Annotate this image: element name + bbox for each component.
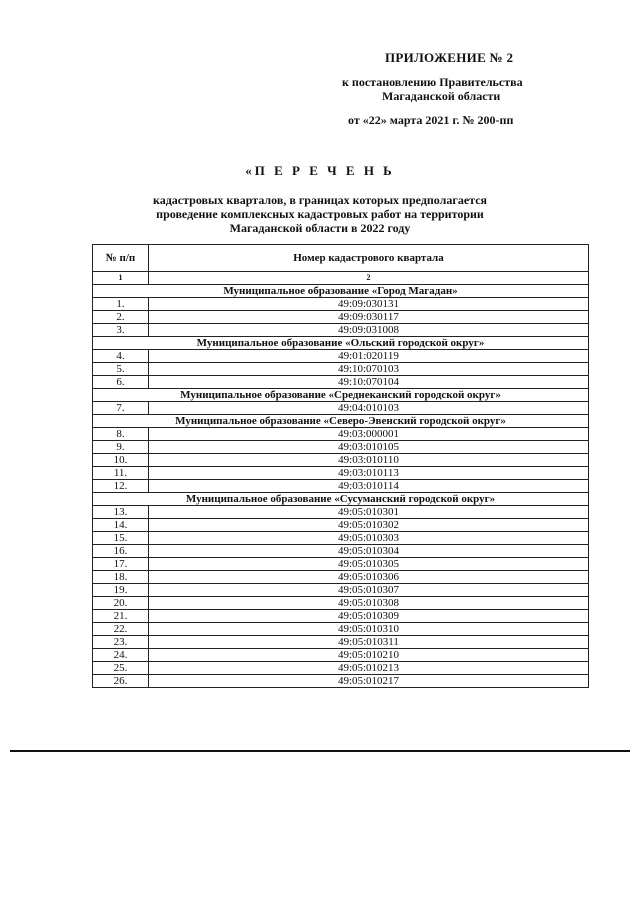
row-number: 7. bbox=[93, 402, 149, 415]
cadastral-quarter-number: 49:05:010213 bbox=[149, 662, 589, 675]
group-header-row bbox=[93, 389, 589, 402]
table-row bbox=[93, 636, 589, 649]
cadastral-quarter-number: 49:05:010306 bbox=[149, 571, 589, 584]
row-number: 19. bbox=[93, 584, 149, 597]
col-index-2: 2 bbox=[149, 272, 589, 285]
group-header-row bbox=[93, 415, 589, 428]
row-number: 14. bbox=[93, 519, 149, 532]
cadastral-quarter-number: 49:05:010309 bbox=[149, 610, 589, 623]
table-row bbox=[93, 324, 589, 337]
group-name: Муниципальное образование «Ольский городской округ» bbox=[93, 337, 589, 350]
cadastral-quarter-number: 49:05:010303 bbox=[149, 532, 589, 545]
group-name: Муниципальное образование «Северо-Эвенский городской округ» bbox=[93, 415, 589, 428]
table-row bbox=[93, 662, 589, 675]
cadastral-quarter-number: 49:03:010110 bbox=[149, 454, 589, 467]
table-row bbox=[93, 467, 589, 480]
table-row bbox=[93, 519, 589, 532]
table-body bbox=[93, 245, 589, 688]
col-index-1: 1 bbox=[93, 272, 149, 285]
appendix-line-2: Магаданской области bbox=[382, 89, 501, 103]
table-row bbox=[93, 480, 589, 493]
row-number: 25. bbox=[93, 662, 149, 675]
table-row bbox=[93, 532, 589, 545]
row-number: 16. bbox=[93, 545, 149, 558]
cadastral-quarter-number: 49:09:030117 bbox=[149, 311, 589, 324]
cadastral-quarter-number: 49:05:010311 bbox=[149, 636, 589, 649]
group-name: Муниципальное образование «Среднеканский городской округ» bbox=[93, 389, 589, 402]
heading-line-1: кадастровых кварталов, в границах которых предполагается bbox=[152, 193, 488, 207]
group-header-row bbox=[93, 337, 589, 350]
row-number: 23. bbox=[93, 636, 149, 649]
group-name: Муниципальное образование «Город Магадан» bbox=[93, 285, 589, 298]
table-row bbox=[93, 298, 589, 311]
heading-word: «П Е Р Е Ч Е Н Ь bbox=[245, 163, 395, 178]
row-number: 4. bbox=[93, 350, 149, 363]
cadastral-quarter-number: 49:05:010304 bbox=[149, 545, 589, 558]
column-index-row bbox=[93, 272, 589, 285]
row-number: 6. bbox=[93, 376, 149, 389]
row-number: 20. bbox=[93, 597, 149, 610]
heading-line-3: Магаданской области в 2022 году bbox=[229, 221, 411, 235]
cadastral-quarter-number: 49:03:000001 bbox=[149, 428, 589, 441]
row-number: 1. bbox=[93, 298, 149, 311]
cadastral-quarter-number: 49:10:070104 bbox=[149, 376, 589, 389]
table-row bbox=[93, 584, 589, 597]
cadastral-quarter-number: 49:05:010301 bbox=[149, 506, 589, 519]
table-row bbox=[93, 545, 589, 558]
table-row bbox=[93, 350, 589, 363]
document-heading bbox=[0, 163, 640, 235]
table-row bbox=[93, 454, 589, 467]
row-number: 12. bbox=[93, 480, 149, 493]
table-row bbox=[93, 623, 589, 636]
row-number: 11. bbox=[93, 467, 149, 480]
row-number: 3. bbox=[93, 324, 149, 337]
table-row bbox=[93, 402, 589, 415]
appendix-line-1: к постановлению Правительства bbox=[342, 75, 523, 89]
table-row bbox=[93, 649, 589, 662]
group-header-row bbox=[93, 493, 589, 506]
col-quarter-header: Номер кадастрового квартала bbox=[149, 245, 589, 272]
appendix-title: ПРИЛОЖЕНИЕ № 2 bbox=[385, 50, 514, 65]
row-number: 18. bbox=[93, 571, 149, 584]
row-number: 24. bbox=[93, 649, 149, 662]
cadastral-quarter-number: 49:05:010310 bbox=[149, 623, 589, 636]
row-number: 15. bbox=[93, 532, 149, 545]
row-number: 2. bbox=[93, 311, 149, 324]
row-number: 21. bbox=[93, 610, 149, 623]
row-number: 22. bbox=[93, 623, 149, 636]
table-row bbox=[93, 428, 589, 441]
row-number: 26. bbox=[93, 675, 149, 688]
cadastral-quarter-number: 49:03:010113 bbox=[149, 467, 589, 480]
cadastral-quarter-number: 49:05:010307 bbox=[149, 584, 589, 597]
table-row bbox=[93, 675, 589, 688]
cadastral-quarter-number: 49:09:030131 bbox=[149, 298, 589, 311]
cadastral-quarter-number: 49:10:070103 bbox=[149, 363, 589, 376]
table-row bbox=[93, 441, 589, 454]
table-row bbox=[93, 610, 589, 623]
cadastral-quarter-number: 49:05:010217 bbox=[149, 675, 589, 688]
table-row bbox=[93, 311, 589, 324]
bottom-divider bbox=[10, 750, 630, 752]
cadastral-quarter-number: 49:05:010210 bbox=[149, 649, 589, 662]
table-row bbox=[93, 506, 589, 519]
cadastral-quarter-number: 49:09:031008 bbox=[149, 324, 589, 337]
table-header-row bbox=[93, 245, 589, 272]
row-number: 13. bbox=[93, 506, 149, 519]
row-number: 10. bbox=[93, 454, 149, 467]
row-number: 5. bbox=[93, 363, 149, 376]
cadastral-quarter-number: 49:03:010105 bbox=[149, 441, 589, 454]
group-name: Муниципальное образование «Сусуманский городской округ» bbox=[93, 493, 589, 506]
cadastral-quarter-number: 49:05:010308 bbox=[149, 597, 589, 610]
cadastral-quarter-number: 49:05:010305 bbox=[149, 558, 589, 571]
cadastral-quarter-number: 49:01:020119 bbox=[149, 350, 589, 363]
table-row bbox=[93, 363, 589, 376]
cadastral-table bbox=[92, 244, 589, 688]
table-row bbox=[93, 558, 589, 571]
col-number-header: № п/п bbox=[93, 245, 149, 272]
cadastral-quarter-number: 49:05:010302 bbox=[149, 519, 589, 532]
heading-line-2: проведение комплексных кадастровых работ на территории bbox=[156, 207, 484, 221]
group-header-row bbox=[93, 285, 589, 298]
table-row bbox=[93, 571, 589, 584]
cadastral-quarter-number: 49:04:010103 bbox=[149, 402, 589, 415]
table-row bbox=[93, 597, 589, 610]
row-number: 17. bbox=[93, 558, 149, 571]
table-row bbox=[93, 376, 589, 389]
cadastral-quarter-number: 49:03:010114 bbox=[149, 480, 589, 493]
row-number: 9. bbox=[93, 441, 149, 454]
appendix-line-3: от «22» марта 2021 г. № 200-пп bbox=[348, 113, 514, 127]
row-number: 8. bbox=[93, 428, 149, 441]
